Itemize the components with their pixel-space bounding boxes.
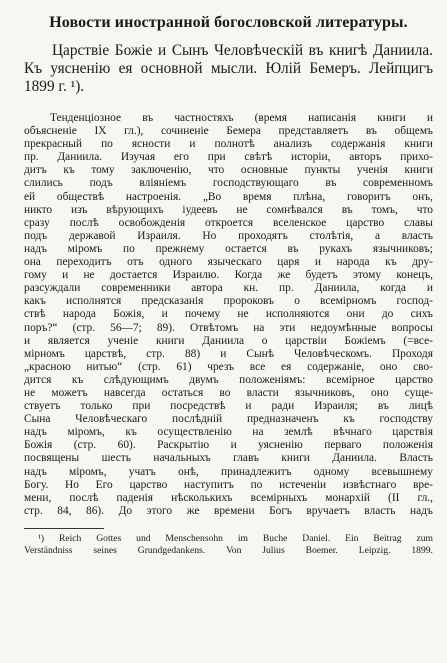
- body-line: поръ?“ (стр. 56—7; 89). Отвѣтомъ на эти недоумѣнные вопросы: [24, 321, 433, 334]
- body-line: дитъ къ тому заключенію, что основные пункты ученія книги: [24, 164, 433, 177]
- body-line: ей обществѣ настроенія. „Во время плѣна, говоритъ онъ,: [24, 190, 433, 203]
- footnote-line: Verständniss seines Grundgedankens. Von Julius Boemer. Leipzig. 1899.: [24, 544, 433, 556]
- body-line: сразу послѣ освобожденія откроется вселенское царство славы: [24, 216, 433, 229]
- body-line: слились подъ вліяніемъ господствующаго въ современномъ: [24, 177, 433, 190]
- body-line: мени, послѣ паденія нѣсколькихъ всемірныхъ монархій (II гл.,: [24, 491, 433, 504]
- body-line: мірномъ царствѣ, стр. 88) и Сынѣ Человѣческомъ. Проходя: [24, 347, 433, 360]
- footnote: [24, 533, 433, 557]
- body-line: и является ученіе книги Даниила о царствіи Божіемъ (=все-: [24, 334, 433, 347]
- body-line: „красною нитью“ (стр. 61) чрезъ все ея содержаніе, оно сво-: [24, 360, 433, 373]
- body-line: надъ міромъ, учатъ онѣ, принадлежитъ одному всевышнему: [24, 465, 433, 478]
- body-line: Богу. Но Его царство наступитъ по истеченіи извѣстнаго вре-: [24, 478, 433, 491]
- body-line: подъ державой Израиля. Но проходятъ столѣтія, а власть: [24, 229, 433, 242]
- body-line: Божія (стр. 60). Раскрытію и уясненію перваго положенія: [24, 439, 433, 452]
- body-line: надъ міромъ, къ осуществленію на землѣ вѣчнаго царствія: [24, 426, 433, 439]
- body-line: она переходитъ отъ одного языческаго царя и народа къ дру-: [24, 256, 433, 269]
- body-line: какъ исполнятся предсказанія пророковъ о всемірномъ господ-: [24, 295, 433, 308]
- article-body: [24, 112, 433, 518]
- footnote-line: ¹) Reich Gottes und Menschensohn im Buche Daniel. Ein Beitrag zum: [38, 532, 433, 544]
- body-line: Тенденціозное въ частностяхъ (время написанія книги и: [50, 112, 433, 124]
- body-line: гому и не достается Израилю. Когда же будетъ этому конецъ,: [24, 269, 433, 282]
- body-line: надъ міромъ по прежнему остается въ рукахъ язычниковъ;: [24, 242, 433, 255]
- body-line: Сына Человѣческаго послѣдній предназначенъ къ господству: [24, 413, 433, 426]
- body-line: никто изъ вѣрующихъ іудеевъ не сомнѣвался въ томъ, что: [24, 203, 433, 216]
- body-line: не можетъ навсегда остаться во власти язычниковъ, оно суще-: [24, 386, 433, 399]
- body-line: разсуждали современники автора кн. пр. Даниила, когда и: [24, 282, 433, 295]
- running-head: Новости иностранной богословской литературы.: [49, 14, 408, 31]
- body-line: ствуетъ только при посредствѣ и ради Израиля; въ лицѣ: [24, 400, 433, 413]
- body-line: посвящены шесть начальныхъ главъ книги Даниила. Власть: [24, 452, 433, 465]
- body-line: прекрасный по ясности и полнотѣ анализъ содержанія книги: [24, 138, 433, 151]
- article-title: Царствіе Божіе и Сынъ Человѣческій въ книгѣ Даниила. Къ уясненію ея основной мысли. Юлій Бемеръ. Лейпцигъ 1899 г. ¹).: [24, 42, 433, 95]
- footnote-divider: [24, 528, 104, 529]
- body-line: ствѣ народа Божія, и почему не исполняются они до сихъ: [24, 308, 433, 321]
- body-line: объясненіе IX гл.), сочиненіе Бемера представляетъ въ общемъ: [24, 125, 433, 138]
- body-line: пр. Даниила. Изучая его при свѣтѣ исторіи, авторъ прихо-: [24, 151, 433, 164]
- body-line: стр. 84, 86). До этого же времени Богъ вручаетъ власть надъ: [24, 504, 433, 517]
- body-line: дится къ слѣдующимъ двумъ положеніямъ: всемірное царство: [24, 373, 433, 386]
